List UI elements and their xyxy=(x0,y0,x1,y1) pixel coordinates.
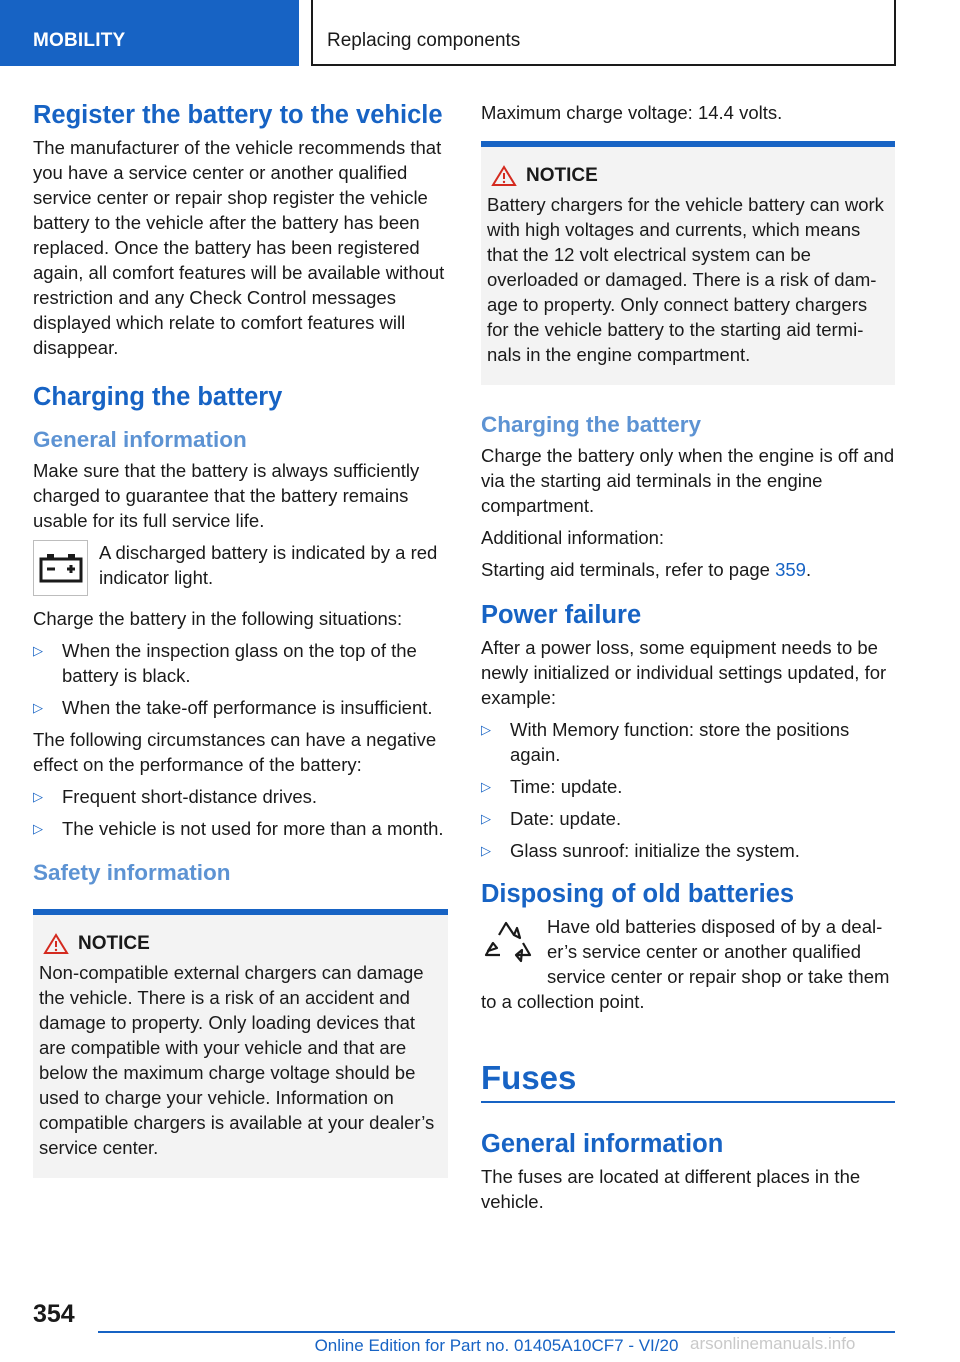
situations-intro: Charge the battery in the following situations: xyxy=(33,608,403,629)
watermark: arsonlinemanuals.info xyxy=(690,1334,856,1353)
fuses-heading: Fuses xyxy=(481,1059,577,1096)
charging-heading-right: Charging the battery xyxy=(481,412,702,437)
starting-aid-ref: Starting aid terminals, refer to page 359. xyxy=(481,559,812,580)
additional-info: Additional information: xyxy=(481,527,665,548)
chapter-title: Replacing components xyxy=(311,0,896,66)
starting-aid-ref-text: Starting aid terminals, refer to page xyxy=(481,559,776,580)
register-text: The manufacturer of the vehicle recommends that you have a service center or another qualified service center or repair shop register the vehicle battery to the vehicle after the battery has been replaced. Once the battery has been registered again, all comfort features will be available without restriction and any Check Control messages displayed which relate to comfort features will disappear. xyxy=(33,137,445,358)
page-number: 354 xyxy=(33,1300,75,1328)
list-item: ▷ Frequent short-distance drives. xyxy=(33,784,448,809)
situations-list xyxy=(33,638,448,720)
notice-text: Battery chargers for the vehicle battery can work with high voltages and currents, which means that the 12 volt electrical system can be overloaded or damaged. There is a risk of damage to property. Only connect battery chargers for the vehicle battery to the starting aid terminals in the engine compartment. xyxy=(487,194,884,365)
circumstances-intro: The following circumstances can have a negative effect on the performance of the battery: xyxy=(33,729,437,775)
register-heading: Register the battery to the vehicle xyxy=(33,101,443,129)
footer-edition: Online Edition for Part no. 01405A10CF7 - VI/20 xyxy=(314,1336,679,1355)
list-item: ▷ Date: update. xyxy=(481,806,895,831)
max-voltage-text: Maximum charge voltage: 14.4 volts. xyxy=(481,102,783,123)
notice-label: NOTICE xyxy=(78,933,150,954)
page-link-359[interactable]: 359 xyxy=(775,559,806,580)
section-tab: MOBILITY xyxy=(0,0,299,66)
safety-heading: Safety information xyxy=(33,860,231,885)
list-item: ▷ Glass sunroof: initialize the system. xyxy=(481,838,895,863)
list-item: ▷ The vehicle is not used for more than a month. xyxy=(33,816,448,841)
power-failure-text: After a power loss, some equipment needs to be newly initialized or individual settings updated, for example: xyxy=(481,637,887,708)
right-column xyxy=(481,100,895,1221)
notice-box-chargers xyxy=(33,909,448,1178)
battery-warning-icon xyxy=(33,540,88,596)
disposing-block xyxy=(481,914,895,1021)
power-failure-heading: Power failure xyxy=(481,601,642,629)
notice-box-voltage xyxy=(481,141,895,385)
fuses-general-heading: General information xyxy=(481,1130,724,1158)
notice-label: NOTICE xyxy=(526,165,598,186)
list-item: ▷ When the take-off performance is insufficient. xyxy=(33,695,448,720)
fuses-section-title xyxy=(481,1059,895,1103)
general-info-heading: General information xyxy=(33,427,247,452)
indicator-text: A discharged battery is indicated by a red indicator light. xyxy=(99,542,438,588)
list-item: ▷ Time: update. xyxy=(481,774,895,799)
power-failure-list xyxy=(481,717,895,863)
left-column xyxy=(33,100,448,1178)
footer-rule xyxy=(98,1331,895,1333)
recycle-icon xyxy=(481,916,537,972)
general-info-text: Make sure that the battery is always sufficiently charged to guarantee that the battery remains usable for its full service life. xyxy=(33,460,420,531)
notice-text: Non-compatible external chargers can damage the vehicle. There is a risk of an accident and damage to property. Only loading devices that are compatible with your vehicle and that are below the maximum charge voltage should be used to charge your vehicle. Information on compatible chargers is available at your dealer’s service center. xyxy=(39,962,435,1158)
warning-triangle-icon xyxy=(39,933,73,955)
indicator-row xyxy=(33,540,448,596)
disposing-text: Have old batteries disposed of by a dealer’s service center or another qualified service center or repair shop or take them to a collection point. xyxy=(481,916,890,1012)
circumstances-list xyxy=(33,784,448,841)
list-item: ▷ When the inspection glass on the top of the battery is black. xyxy=(33,638,448,688)
warning-triangle-icon xyxy=(487,165,521,187)
list-item: ▷ With Memory function: store the positions again. xyxy=(481,717,895,767)
fuses-text: The fuses are located at different places in the vehicle. xyxy=(481,1166,861,1212)
charging-heading: Charging the battery xyxy=(33,383,283,411)
disposing-heading: Disposing of old batteries xyxy=(481,880,795,908)
charging-text: Charge the battery only when the engine is off and via the starting aid terminals in the engine compartment. xyxy=(481,445,895,516)
